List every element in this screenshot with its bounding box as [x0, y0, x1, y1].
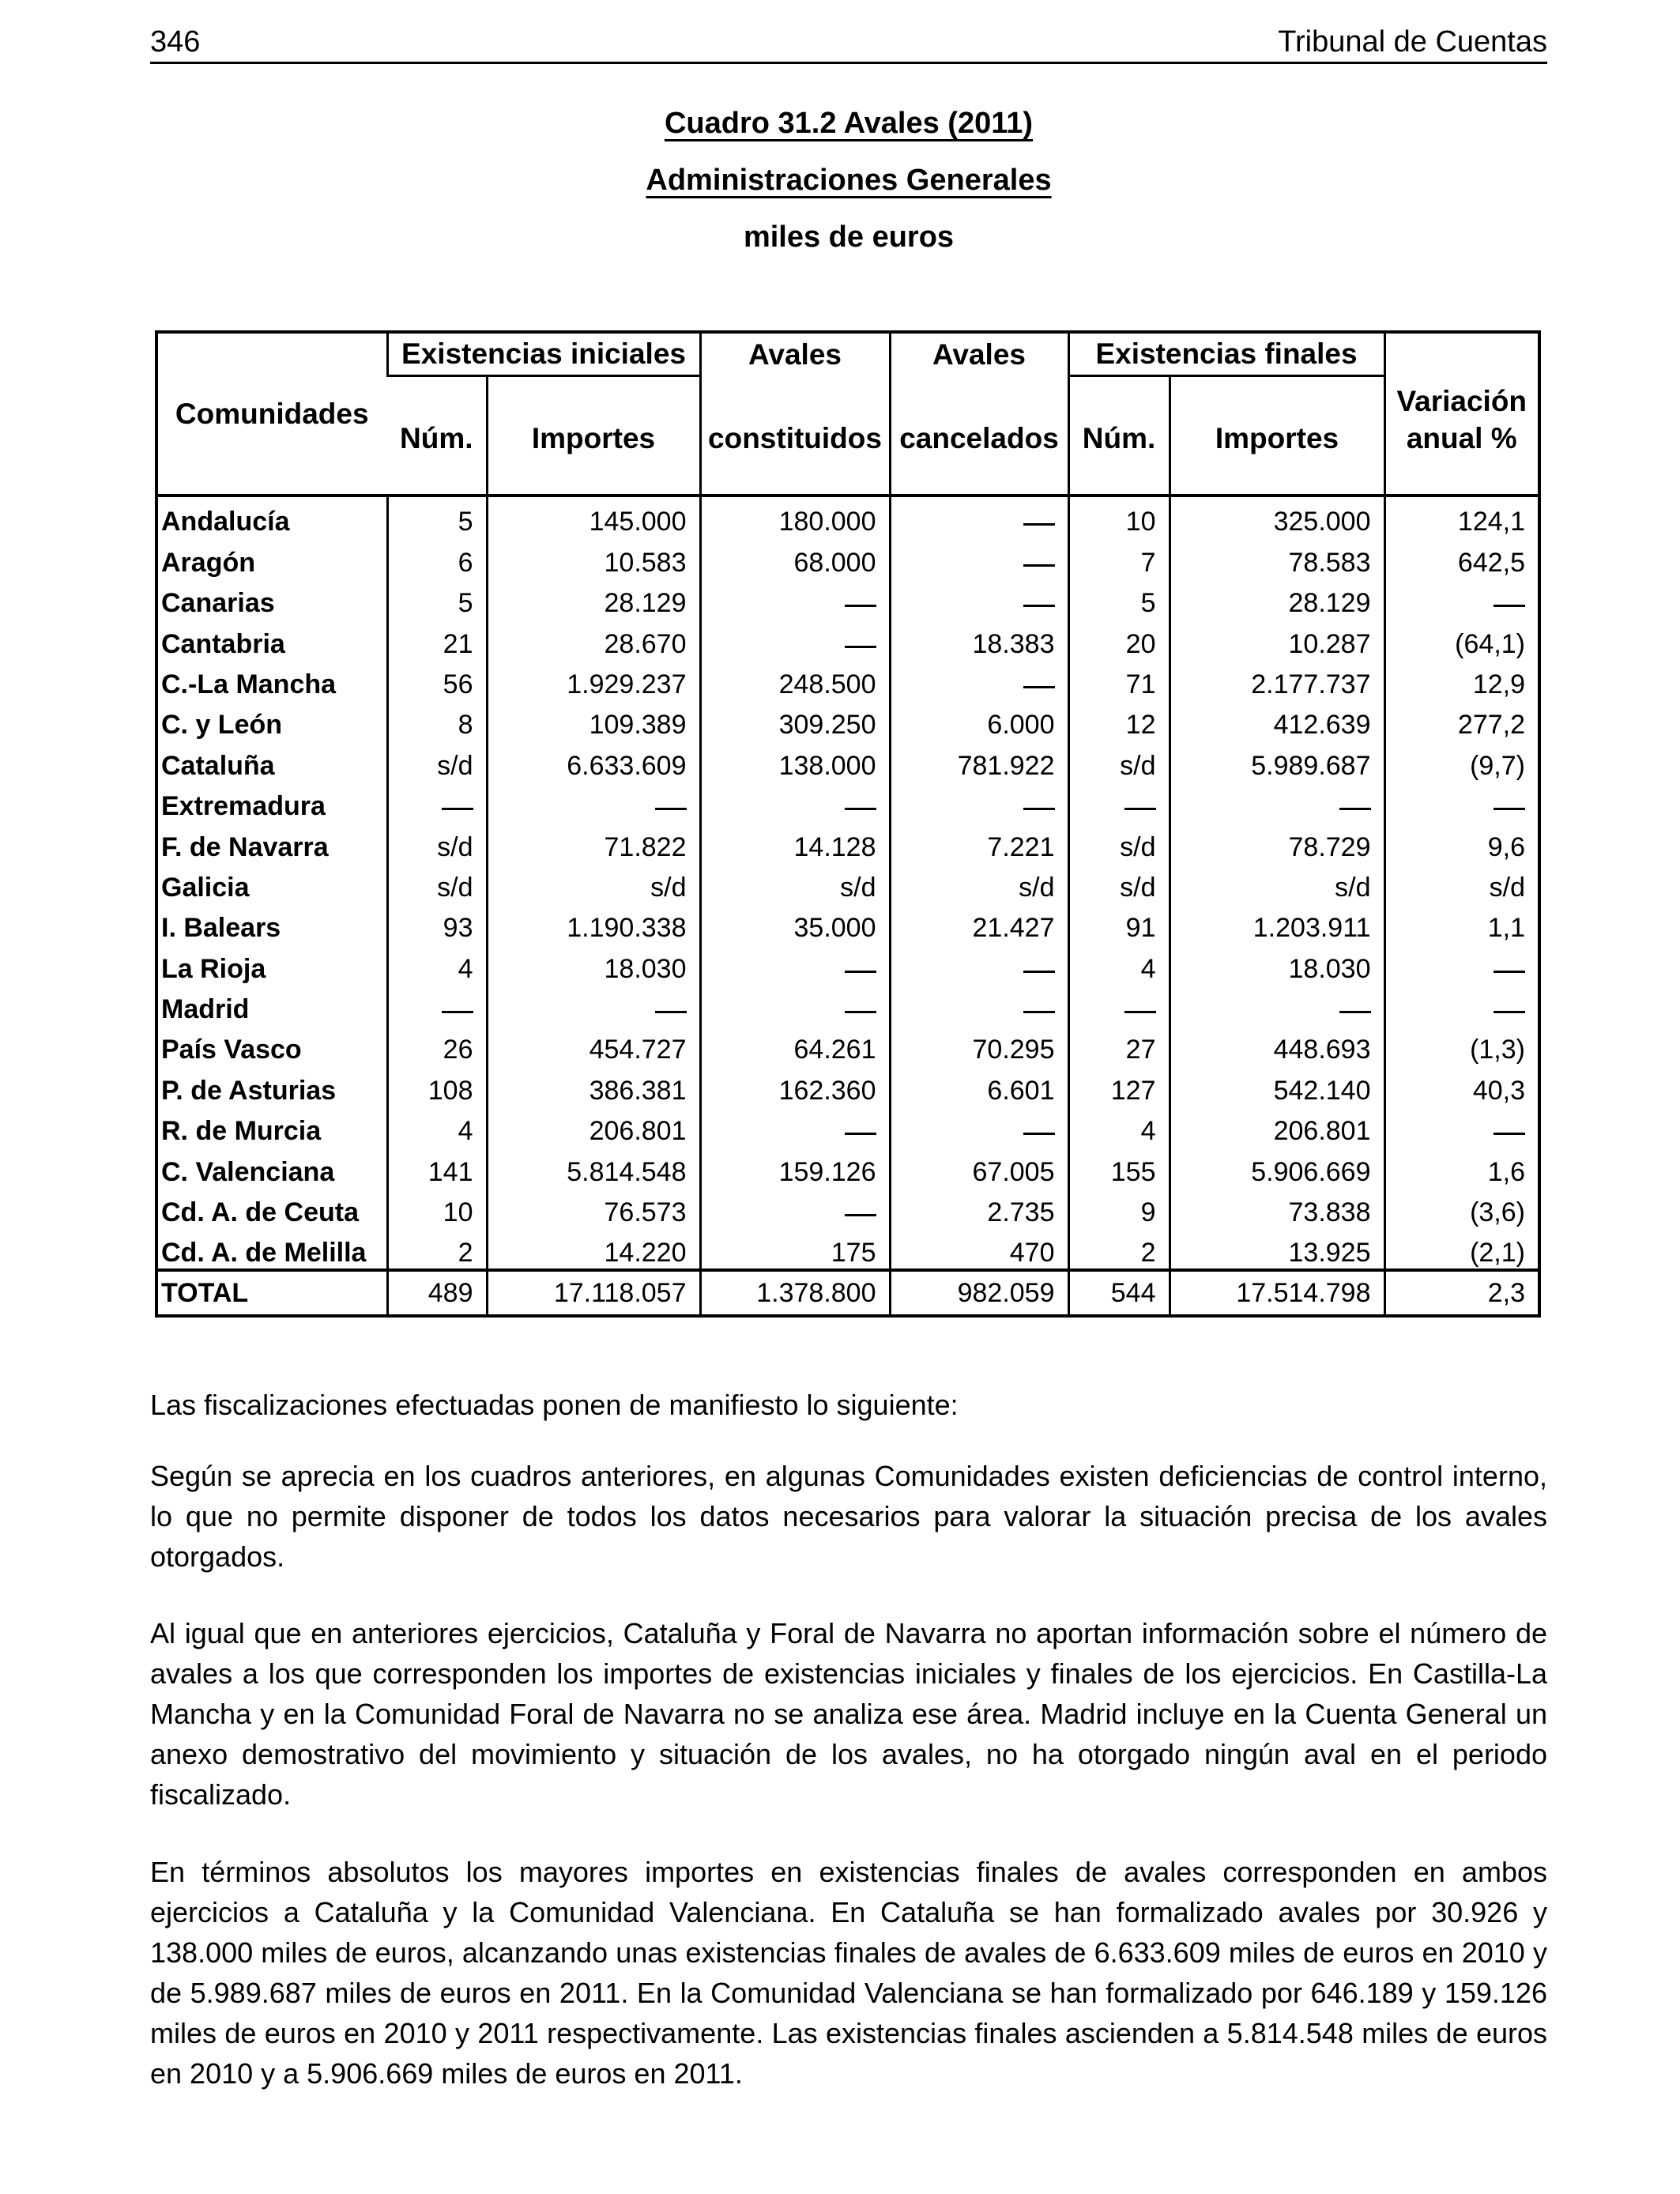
- empty-dash: [1494, 1132, 1525, 1135]
- empty-dash: [1339, 807, 1371, 810]
- cell-variacion-anual: s/d: [1384, 863, 1539, 903]
- header-anual: anual %: [1384, 418, 1539, 459]
- cell-importes-finales: 448.693: [1170, 1025, 1384, 1065]
- cell-importes-iniciales: 76.573: [487, 1188, 700, 1228]
- table-body: [156, 496, 1539, 1316]
- cell-importes-iniciales: 14.220: [487, 1228, 700, 1270]
- cell-avales-cancelados: 781.922: [890, 741, 1068, 781]
- total-row: [156, 1270, 1539, 1316]
- cell-avales-cancelados: 7.221: [890, 822, 1068, 862]
- cell-avales-cancelados: 982.059: [890, 1270, 1068, 1316]
- cell-importes-finales: 28.129: [1170, 579, 1384, 619]
- table-row: [156, 700, 1539, 741]
- table-subtitle: Administraciones Generales: [646, 164, 1052, 197]
- cell-variacion-anual: [1384, 1106, 1539, 1147]
- cell-avales-constituidos: 35.000: [700, 903, 890, 944]
- cell-comunidad: C. Valenciana: [161, 1156, 335, 1187]
- cell-num-iniciales: 5: [387, 579, 487, 619]
- cell-variacion-anual: 40,3: [1384, 1065, 1539, 1106]
- cell-num-iniciales: 4: [387, 1106, 487, 1147]
- cell-avales-cancelados: s/d: [890, 863, 1068, 903]
- empty-dash: [442, 1010, 473, 1013]
- header-avales-constituidos: Avales: [700, 332, 890, 376]
- cell-variacion-anual: 2,3: [1384, 1270, 1539, 1316]
- cell-avales-constituidos: [700, 782, 890, 822]
- cell-num-iniciales: 141: [387, 1147, 487, 1187]
- empty-dash: [1494, 807, 1525, 810]
- cell-num-finales: 91: [1068, 903, 1170, 944]
- cell-avales-cancelados: 70.295: [890, 1025, 1068, 1065]
- table-row: [156, 579, 1539, 619]
- table-row: [156, 1065, 1539, 1106]
- cell-num-finales: 27: [1068, 1025, 1170, 1065]
- cell-importes-finales: [1170, 985, 1384, 1025]
- cell-avales-constituidos: 138.000: [700, 741, 890, 781]
- table-row: [156, 741, 1539, 781]
- header-existencias-finales: Existencias finales: [1068, 332, 1384, 376]
- table-row: [156, 1147, 1539, 1187]
- cell-comunidad: Extremadura: [161, 791, 326, 822]
- cell-avales-constituidos: 309.250: [700, 700, 890, 741]
- cell-importes-finales: 1.203.911: [1170, 903, 1384, 944]
- cell-num-finales: s/d: [1068, 741, 1170, 781]
- cell-avales-cancelados: [890, 496, 1068, 537]
- cell-comunidad: C. y León: [161, 710, 283, 741]
- cell-avales-constituidos: [700, 619, 890, 659]
- table-row: [156, 863, 1539, 903]
- cell-importes-iniciales: 10.583: [487, 537, 700, 578]
- header-variacion: Variación: [1384, 332, 1539, 418]
- cell-importes-finales: 2.177.737: [1170, 660, 1384, 700]
- cell-avales-constituidos: 175: [700, 1228, 890, 1270]
- page-header: [150, 22, 1547, 64]
- cell-comunidad: La Rioja: [161, 953, 266, 984]
- table-row: [156, 537, 1539, 578]
- cell-importes-finales: 78.729: [1170, 822, 1384, 862]
- empty-dash: [845, 1213, 876, 1216]
- cell-num-iniciales: 2: [387, 1228, 487, 1270]
- cell-avales-cancelados: [890, 579, 1068, 619]
- cell-avales-cancelados: 6.000: [890, 700, 1068, 741]
- cell-importes-iniciales: 5.814.548: [487, 1147, 700, 1187]
- empty-dash: [442, 807, 473, 810]
- cell-importes-iniciales: 386.381: [487, 1065, 700, 1106]
- cell-num-iniciales: 6: [387, 537, 487, 578]
- table-row: [156, 822, 1539, 862]
- empty-dash: [1023, 604, 1055, 607]
- cell-num-iniciales: 26: [387, 1025, 487, 1065]
- cell-num-finales: 127: [1068, 1065, 1170, 1106]
- cell-avales-constituidos: 248.500: [700, 660, 890, 700]
- cell-comunidad: Galicia: [161, 872, 250, 903]
- cell-comunidad: Andalucía: [161, 507, 290, 537]
- cell-importes-finales: 542.140: [1170, 1065, 1384, 1106]
- cell-avales-cancelados: [890, 944, 1068, 984]
- cell-avales-cancelados: 6.601: [890, 1065, 1068, 1106]
- cell-num-finales: 12: [1068, 700, 1170, 741]
- cell-num-finales: 20: [1068, 619, 1170, 659]
- cell-comunidad: Cd. A. de Melilla: [161, 1238, 367, 1269]
- table-row: [156, 660, 1539, 700]
- paragraph-3: Al igual que en anteriores ejercicios, Cataluña y Foral de Navarra no aportan información sobre el número de avales a los que corresponden los importes de existencias iniciales y finales de los ejercicios. En Castilla-La Mancha y en la Comunidad Foral de Navarra no se analiza ese área. Madrid incluye en la Cuenta General un anexo demostrativo del movimiento y situación de los avales, no ha otorgado ningún aval en el periodo fiscalizado.: [150, 1617, 1547, 1811]
- cell-comunidad: P. de Asturias: [161, 1075, 337, 1106]
- empty-dash: [655, 807, 687, 810]
- paragraph-4: En términos absolutos los mayores importes en existencias finales de avales corresponden en ambos ejercicios a Cataluña y la Comunidad Valenciana. En Cataluña se han formalizado avales por 30.926 y 138.000 miles de euros, alcanzando unas existencias finales de avales de 6.633.609 miles de euros en 2010 y de 5.989.687 miles de euros en 2011. En la Comunidad Valenciana se han formalizado por 646.189 y 159.126 miles de euros en 2010 y 2011 respectivamente. Las existencias finales ascienden a 5.814.548 miles de euros en 2010 y a 5.906.669 miles de euros en 2011.: [150, 1856, 1547, 2090]
- cell-variacion-anual: [1384, 985, 1539, 1025]
- paragraph-1: Las fiscalizaciones efectuadas ponen de manifiesto lo siguiente:: [150, 1389, 959, 1421]
- cell-avales-cancelados: [890, 1106, 1068, 1147]
- cell-importes-finales: 325.000: [1170, 496, 1384, 537]
- empty-dash: [1023, 1132, 1055, 1135]
- cell-variacion-anual: [1384, 782, 1539, 822]
- cell-importes-iniciales: 1.190.338: [487, 903, 700, 944]
- cell-num-finales: 9: [1068, 1188, 1170, 1228]
- cell-num-finales: s/d: [1068, 863, 1170, 903]
- table-row: [156, 1228, 1539, 1270]
- empty-dash: [1023, 564, 1055, 567]
- cell-importes-finales: 73.838: [1170, 1188, 1384, 1228]
- cell-comunidad: Cd. A. de Ceuta: [161, 1197, 359, 1228]
- cell-variacion-anual: 1,1: [1384, 903, 1539, 944]
- table-titles: [150, 101, 1547, 272]
- empty-dash: [655, 1010, 687, 1013]
- cell-avales-cancelados: [890, 782, 1068, 822]
- cell-num-iniciales: [387, 782, 487, 822]
- cell-num-finales: [1068, 782, 1170, 822]
- empty-dash: [845, 645, 876, 648]
- cell-importes-finales: s/d: [1170, 863, 1384, 903]
- cell-importes-finales: 412.639: [1170, 700, 1384, 741]
- cell-num-iniciales: s/d: [387, 863, 487, 903]
- cell-avales-constituidos: 64.261: [700, 1025, 890, 1065]
- cell-variacion-anual: [1384, 579, 1539, 619]
- empty-dash: [1023, 685, 1055, 688]
- cell-num-iniciales: [387, 985, 487, 1025]
- cell-num-iniciales: 8: [387, 700, 487, 741]
- paragraph-2: Según se aprecia en los cuadros anteriores, en algunas Comunidades existen deficiencias de control interno, lo que no permite disponer de todos los datos necesarios para valorar la situación precisa de los avales otorgados.: [150, 1460, 1547, 1573]
- table-row: [156, 1025, 1539, 1065]
- cell-avales-cancelados: [890, 985, 1068, 1025]
- cell-variacion-anual: (3,6): [1384, 1188, 1539, 1228]
- cell-variacion-anual: 9,6: [1384, 822, 1539, 862]
- cell-avales-constituidos: [700, 579, 890, 619]
- table-row: [156, 496, 1539, 537]
- cell-variacion-anual: (9,7): [1384, 741, 1539, 781]
- header-constituidos: constituidos: [700, 418, 890, 459]
- empty-dash: [1124, 1010, 1156, 1013]
- header-importes-finales: Importes: [1170, 418, 1384, 459]
- empty-dash: [845, 1010, 876, 1013]
- header-importes-iniciales: Importes: [487, 418, 700, 459]
- cell-comunidad: C.-La Mancha: [161, 669, 337, 699]
- cell-avales-constituidos: [700, 944, 890, 984]
- cell-importes-iniciales: [487, 985, 700, 1025]
- cell-avales-constituidos: 180.000: [700, 496, 890, 537]
- cell-num-finales: 71: [1068, 660, 1170, 700]
- cell-comunidad: Canarias: [161, 588, 275, 619]
- cell-num-finales: 155: [1068, 1147, 1170, 1187]
- cell-importes-finales: 5.906.669: [1170, 1147, 1384, 1187]
- table-row: [156, 619, 1539, 659]
- table-units: miles de euros: [743, 221, 955, 254]
- cell-importes-finales: 13.925: [1170, 1228, 1384, 1270]
- cell-num-finales: [1068, 985, 1170, 1025]
- empty-dash: [845, 807, 876, 810]
- avales-table: [155, 330, 1541, 1318]
- cell-num-iniciales: 5: [387, 496, 487, 537]
- cell-num-finales: 544: [1068, 1270, 1170, 1316]
- cell-num-iniciales: 108: [387, 1065, 487, 1106]
- cell-importes-iniciales: 28.129: [487, 579, 700, 619]
- cell-comunidad: I. Balears: [161, 913, 281, 944]
- cell-importes-iniciales: 454.727: [487, 1025, 700, 1065]
- table-row: [156, 944, 1539, 984]
- table-row: [156, 903, 1539, 944]
- cell-importes-finales: 78.583: [1170, 537, 1384, 578]
- cell-importes-finales: [1170, 782, 1384, 822]
- cell-variacion-anual: [1384, 944, 1539, 984]
- cell-comunidad: Cantabria: [161, 628, 285, 659]
- cell-avales-cancelados: 18.383: [890, 619, 1068, 659]
- cell-importes-finales: 10.287: [1170, 619, 1384, 659]
- cell-importes-iniciales: 18.030: [487, 944, 700, 984]
- cell-num-finales: 4: [1068, 1106, 1170, 1147]
- cell-variacion-anual: (64,1): [1384, 619, 1539, 659]
- cell-num-finales: 2: [1068, 1228, 1170, 1270]
- cell-num-iniciales: 489: [387, 1270, 487, 1316]
- header-avales-cancelados: Avales: [890, 332, 1068, 376]
- cell-importes-finales: 17.514.798: [1170, 1270, 1384, 1316]
- cell-avales-cancelados: 470: [890, 1228, 1068, 1270]
- cell-comunidad: F. de Navarra: [161, 831, 329, 862]
- table-row: [156, 1188, 1539, 1228]
- cell-num-iniciales: 93: [387, 903, 487, 944]
- header-existencias-iniciales: Existencias iniciales: [387, 332, 700, 376]
- cell-avales-constituidos: 68.000: [700, 537, 890, 578]
- cell-avales-cancelados: 67.005: [890, 1147, 1068, 1187]
- empty-dash: [1023, 1010, 1055, 1013]
- cell-num-iniciales: 10: [387, 1188, 487, 1228]
- cell-avales-constituidos: 1.378.800: [700, 1270, 890, 1316]
- cell-num-iniciales: 21: [387, 619, 487, 659]
- cell-avales-cancelados: [890, 537, 1068, 578]
- cell-num-iniciales: s/d: [387, 741, 487, 781]
- cell-importes-iniciales: s/d: [487, 863, 700, 903]
- header-comunidades: Comunidades: [156, 332, 387, 496]
- cell-comunidad: TOTAL: [156, 1270, 387, 1316]
- cell-avales-cancelados: [890, 660, 1068, 700]
- cell-avales-cancelados: 21.427: [890, 903, 1068, 944]
- cell-num-iniciales: 56: [387, 660, 487, 700]
- cell-avales-constituidos: s/d: [700, 863, 890, 903]
- empty-dash: [1339, 1010, 1371, 1013]
- empty-dash: [845, 970, 876, 973]
- empty-dash: [1494, 604, 1525, 607]
- table-title: Cuadro 31.2 Avales (2011): [664, 107, 1034, 140]
- header-num-iniciales: Núm.: [400, 422, 473, 454]
- empty-dash: [1023, 970, 1055, 973]
- cell-importes-iniciales: 206.801: [487, 1106, 700, 1147]
- cell-variacion-anual: (2,1): [1384, 1228, 1539, 1270]
- cell-avales-constituidos: 162.360: [700, 1065, 890, 1106]
- empty-dash: [845, 604, 876, 607]
- cell-variacion-anual: (1,3): [1384, 1025, 1539, 1065]
- cell-avales-constituidos: [700, 1188, 890, 1228]
- cell-importes-iniciales: 145.000: [487, 496, 700, 537]
- cell-importes-finales: 206.801: [1170, 1106, 1384, 1147]
- table-row: [156, 782, 1539, 822]
- cell-importes-iniciales: [487, 782, 700, 822]
- cell-importes-iniciales: 17.118.057: [487, 1270, 700, 1316]
- cell-avales-constituidos: 14.128: [700, 822, 890, 862]
- cell-variacion-anual: 124,1: [1384, 496, 1539, 537]
- cell-importes-iniciales: 109.389: [487, 700, 700, 741]
- cell-avales-constituidos: [700, 985, 890, 1025]
- cell-comunidad: Aragón: [161, 547, 255, 578]
- cell-importes-iniciales: 6.633.609: [487, 741, 700, 781]
- cell-comunidad: Cataluña: [161, 750, 275, 781]
- cell-importes-iniciales: 1.929.237: [487, 660, 700, 700]
- cell-num-finales: 5: [1068, 579, 1170, 619]
- cell-comunidad: Madrid: [161, 994, 250, 1025]
- cell-num-iniciales: 4: [387, 944, 487, 984]
- table-row: [156, 1106, 1539, 1147]
- page-number: 346: [150, 25, 201, 58]
- header-cancelados: cancelados: [890, 418, 1068, 459]
- empty-dash: [1023, 807, 1055, 810]
- cell-num-finales: 7: [1068, 537, 1170, 578]
- empty-dash: [1124, 807, 1156, 810]
- empty-dash: [1494, 970, 1525, 973]
- cell-num-iniciales: s/d: [387, 822, 487, 862]
- cell-importes-finales: 5.989.687: [1170, 741, 1384, 781]
- running-title: Tribunal de Cuentas: [1278, 25, 1547, 58]
- cell-avales-constituidos: 159.126: [700, 1147, 890, 1187]
- cell-comunidad: R. de Murcia: [161, 1116, 322, 1147]
- header-num-finales: Núm.: [1068, 418, 1170, 459]
- cell-variacion-anual: 1,6: [1384, 1147, 1539, 1187]
- cell-importes-finales: 18.030: [1170, 944, 1384, 984]
- cell-variacion-anual: 12,9: [1384, 660, 1539, 700]
- table-row: [156, 985, 1539, 1025]
- cell-importes-iniciales: 71.822: [487, 822, 700, 862]
- empty-dash: [1494, 1010, 1525, 1013]
- cell-num-finales: 10: [1068, 496, 1170, 537]
- cell-variacion-anual: 642,5: [1384, 537, 1539, 578]
- cell-num-finales: s/d: [1068, 822, 1170, 862]
- empty-dash: [845, 1132, 876, 1135]
- cell-num-finales: 4: [1068, 944, 1170, 984]
- cell-comunidad: País Vasco: [161, 1035, 302, 1065]
- cell-avales-constituidos: [700, 1106, 890, 1147]
- cell-avales-cancelados: 2.735: [890, 1188, 1068, 1228]
- cell-variacion-anual: 277,2: [1384, 700, 1539, 741]
- cell-importes-iniciales: 28.670: [487, 619, 700, 659]
- empty-dash: [1023, 522, 1055, 526]
